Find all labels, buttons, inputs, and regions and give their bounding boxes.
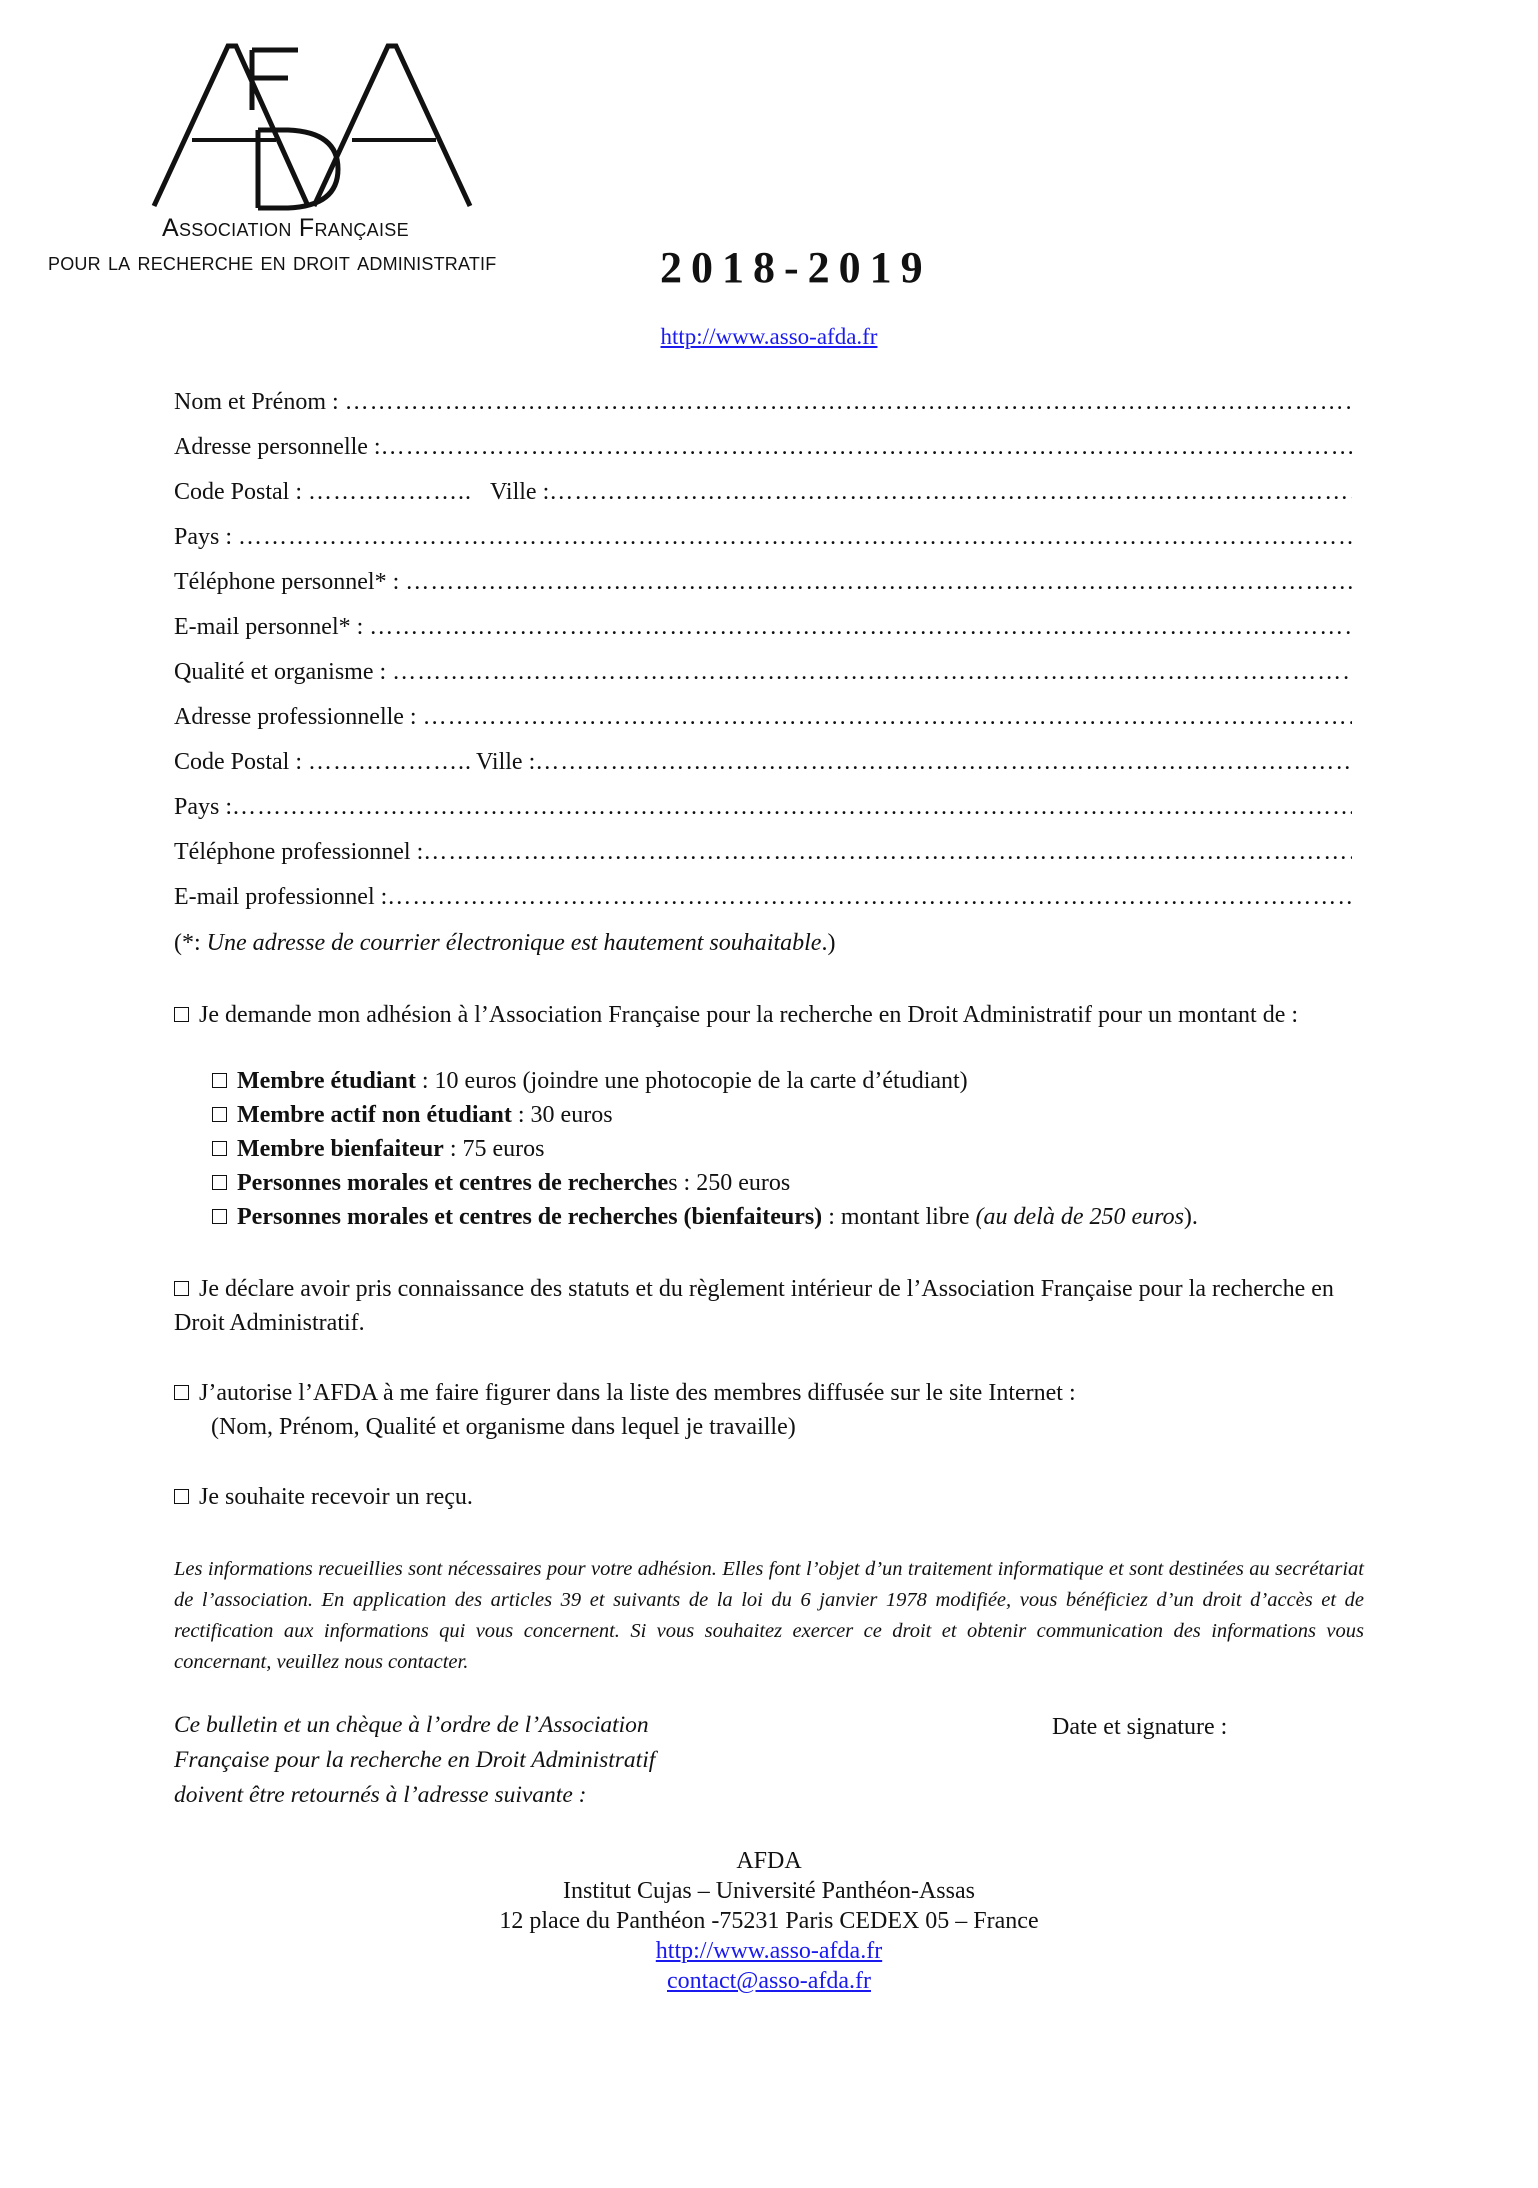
personal-address-field[interactable]: Adresse personnelle : ………………………………………………………………………………………………………………………………………………………………………………………………………… (174, 431, 1352, 463)
website-link[interactable]: http://www.asso-afda.fr (660, 324, 878, 349)
association-name-line2: pour la recherche en droit administratif (48, 248, 497, 276)
country-professional-field[interactable]: Pays : ………………………………………………………………………………………………………………………………………………………………………………………………………… (174, 791, 1352, 823)
statutes-acknowledgement: Je déclare avoir pris connaissance des statuts et du règlement intérieur de l’Association Française pour la recherche en Droit Administratif. (174, 1276, 1334, 1336)
option-student: Membre étudiant : 10 euros (joindre une photocopie de la carte d’étudiant) (212, 1068, 968, 1095)
email-professional-field[interactable]: E-mail professionnel : ………………………………………………………………………………………………………………………………………………………………………………………………………… (174, 881, 1352, 913)
privacy-notice: Les informations recueillies sont nécessaires pour votre adhésion. Elles font l’objet d’un traitement informatique et sont destinées au secrétariat de l’association. En application des articles 39 et suivants de la loi du 6 janvier 1978 modifiée, vous bénéficiez d’un droit d’accès et de rectification aux informations qui vous concernent. Si vous souhaitez exercer ce droit et obtenir communication des informations vous concernant, veuillez nous contacter. (174, 1558, 1364, 1673)
legal-entities-checkbox[interactable] (212, 1175, 227, 1190)
phone-professional-field[interactable]: Téléphone professionnel : ………………………………………………………………………………………………………………………………………………………………………………………………………… (174, 836, 1352, 868)
contact-email-link[interactable]: contact@asso-afda.fr (667, 1968, 871, 1994)
adhesion-checkbox[interactable] (174, 1007, 189, 1022)
receipt-checkbox[interactable] (174, 1489, 189, 1504)
logo-text: AFDA (148, 40, 151, 41)
adhesion-request: Je demande mon adhésion à l’Association Française pour la recherche en Droit Administratif pour un montant de : (174, 998, 1364, 1032)
association-name-line1: Association Française (162, 214, 409, 242)
email-personal-field[interactable]: E-mail personnel* : ………………………………………………………………………………………………………………………………………………………………………………………………………… (174, 611, 1352, 643)
option-legal-entities-benefactors: Personnes morales et centres de recherches (bienfaiteurs) : montant libre (au delà de 250 euros). (212, 1204, 1198, 1231)
date-signature-label: Date et signature : (1052, 1714, 1228, 1740)
active-member-checkbox[interactable] (212, 1107, 227, 1122)
email-note: (*: Une adresse de courrier électronique est hautement souhaitable.) (174, 930, 836, 956)
listing-checkbox[interactable] (174, 1385, 189, 1400)
name-field[interactable]: Nom et Prénom : ………………………………………………………………………………………………………………………………………………………………………………………………………… (174, 386, 1352, 418)
postal-address: AFDA Institut Cujas – Université Panthéon-Assas 12 place du Panthéon -75231 Paris CEDEX 05 – France http://www.asso-afda.fr contact@asso-afda.fr (499, 1848, 1039, 1994)
student-checkbox[interactable] (212, 1073, 227, 1088)
phone-personal-field[interactable]: Téléphone personnel* : ………………………………………………………………………………………………………………………………………………………………………………………………………… (174, 566, 1352, 598)
statutes-checkbox[interactable] (174, 1281, 189, 1296)
legal-entities-benefactors-checkbox[interactable] (212, 1209, 227, 1224)
quality-organism-field[interactable]: Qualité et organisme : ………………………………………………………………………………………………………………………………………………………………………………………………………… (174, 656, 1352, 688)
option-benefactor: Membre bienfaiteur : 75 euros (212, 1136, 545, 1163)
option-legal-entities: Personnes morales et centres de recherches : 250 euros (212, 1170, 790, 1197)
afda-logo (148, 40, 478, 212)
city-professional-label: Ville : (476, 749, 536, 775)
professional-address-field[interactable]: Adresse professionnelle : ………………………………………………………………………………………………………………………………………………………………………………………………………… (174, 701, 1352, 733)
membership-year: 2018-2019 (660, 243, 932, 292)
return-instructions: Ce bulletin et un chèque à l’ordre de l’Association Française pour la recherche en Droit Administratif doivent être retournés à l’adresse suivante : (174, 1712, 656, 1808)
option-active-member: Membre actif non étudiant : 30 euros (212, 1102, 613, 1129)
postal-code-personal-field[interactable]: Code Postal : ……………….. Ville : ………………………………………………………………………………………………………………………………………………………………………………………………………… (174, 476, 1352, 508)
receipt-request: Je souhaite recevoir un reçu. (174, 1480, 1364, 1514)
benefactor-checkbox[interactable] (212, 1141, 227, 1156)
postal-code-professional-field[interactable]: Code Postal : ……………….. Ville : ………………………………………………………………………………………………………………………………………………………………………………………………………… (174, 746, 1352, 778)
country-personal-field[interactable]: Pays : ………………………………………………………………………………………………………………………………………………………………………………………………………… (174, 521, 1352, 553)
listing-authorization: J’autorise l’AFDA à me faire figurer dans la liste des membres diffusée sur le site Internet : (Nom, Prénom, Qualité et organisme dans lequel je travaille) (174, 1376, 1364, 1444)
city-personal-label: Ville : (490, 479, 550, 505)
address-website-link[interactable]: http://www.asso-afda.fr (655, 1938, 883, 1964)
